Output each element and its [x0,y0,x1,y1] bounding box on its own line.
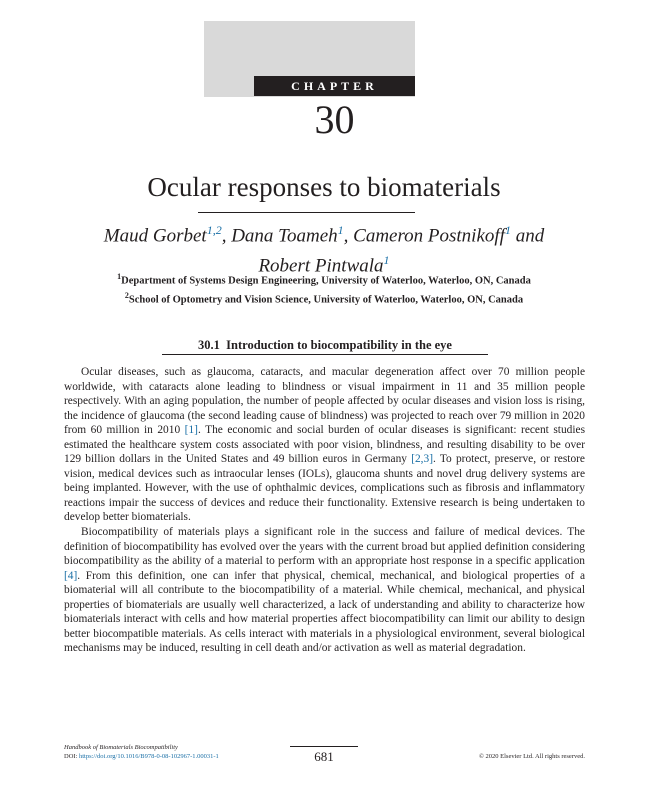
doi-link[interactable]: https://doi.org/10.1016/B978-0-08-102967-1.00031-1 [78,753,219,760]
author-name: Dana Toameh [231,225,338,247]
paragraph: Ocular diseases, such as glaucoma, cataracts, and macular degeneration affect over 70 million people worldwide, with cataracts alone leading to blindness or visual impairment in 11 and 35 million people respectively. With an aging population, the number of people affected by ocular diseases and vision loss is rising, the incidence of glaucoma (the second leading cause of blindness) was projected to reach over 79 million in 2020 from 60 million in 2010 [1]. The economic and social burden of ocular diseases is significant: recent studies estimated the healthcare system costs associated with poor vision, blindness, and resulting disability to be over 129 billion dollars in the United States and 49 billion euros in Germany [2,3]. To protect, preserve, or restore vision, medical devices such as intraocular lenses (IOLs), glaucoma shunts and novel drug delivery systems are being implanted. However, with the use of ophthalmic devices, complications such as fibrosis and inflammatory reactions impair the success of devices and reduce their functionality. Extensive research is being undertaken to develop better biomaterials. [64,366,586,524]
page-number-rule [290,746,358,747]
author-list: Maud Gorbet$^{1,2}$, Dana Toameh$^1$, Cameron Postnikoff$^1$ and Robert Pintwala$^1$ [103,223,545,277]
author-affiliation-mark[interactable]: 1,2 [206,223,222,237]
author-name: Robert Pintwala [258,255,384,277]
chapter-number: 30 [314,97,355,142]
doi-label: DOI: [64,753,78,760]
section-rule [162,354,488,355]
page-number: 681 [314,749,334,764]
affiliation-mark: 1 [117,272,122,281]
author-affiliation-mark[interactable]: 1 [383,253,390,268]
section-heading [162,337,488,353]
section-title: Introduction to biocompatibility in the eye [226,338,452,352]
author-name: Maud Gorbet [103,225,207,247]
citation-link[interactable]: [1] [184,424,198,437]
body-text [64,365,585,656]
citation-link[interactable]: [4] [64,569,78,582]
copyright-notice: © 2020 Elsevier Ltd. All rights reserved. [478,753,585,760]
author-affiliation-mark[interactable]: 1 [337,223,344,237]
paragraph: Biocompatibility of materials plays a significant role in the success and failure of medical devices. The definition of biocompatibility has evolved over the years with the current broad but applied definition considering biocompatibility as the ability of a material to perform with an appropriate host response in a specific application [4]. From this definition, one can infer that physical, chemical, mechanical, and biological properties of a biomaterial will all contribute to the biocompatibility of a material. While chemical, mechanical, and physical properties of biomaterials are usually well characterized, a lack of understanding and ability to characterize how biomaterials interact with cells and how material properties affect biocompatibility can limit our ability to design better biocompatible materials. As cells interact with materials in a physiological environment, several biological mechanisms may be induced, resulting in cell death and/or activation as well as material degradation. [64,526,585,655]
affiliation [40,289,608,308]
book-title: Handbook of Biomaterials Biocompatibility [64,744,178,751]
chapter-label: CHAPTER [254,76,415,96]
citation-link[interactable]: [2,3] [411,453,434,466]
author-affiliation-mark[interactable]: 1 [504,223,511,237]
chapter-title: Ocular responses to biomaterials [147,172,501,202]
affiliation-text: School of Optometry and Vision Science, University of Waterloo, Waterloo, ON, Canada [128,294,524,306]
footer-citation [64,743,219,761]
author-name: Cameron Postnikoff [353,225,505,247]
title-rule [198,212,415,213]
affiliation-mark: 2 [124,291,129,300]
section-number: 30.1 [198,338,220,352]
affiliation [40,270,608,289]
affiliation-text: Department of Systems Design Engineering, University of Waterloo, Waterloo, ON, Canada [121,275,531,287]
